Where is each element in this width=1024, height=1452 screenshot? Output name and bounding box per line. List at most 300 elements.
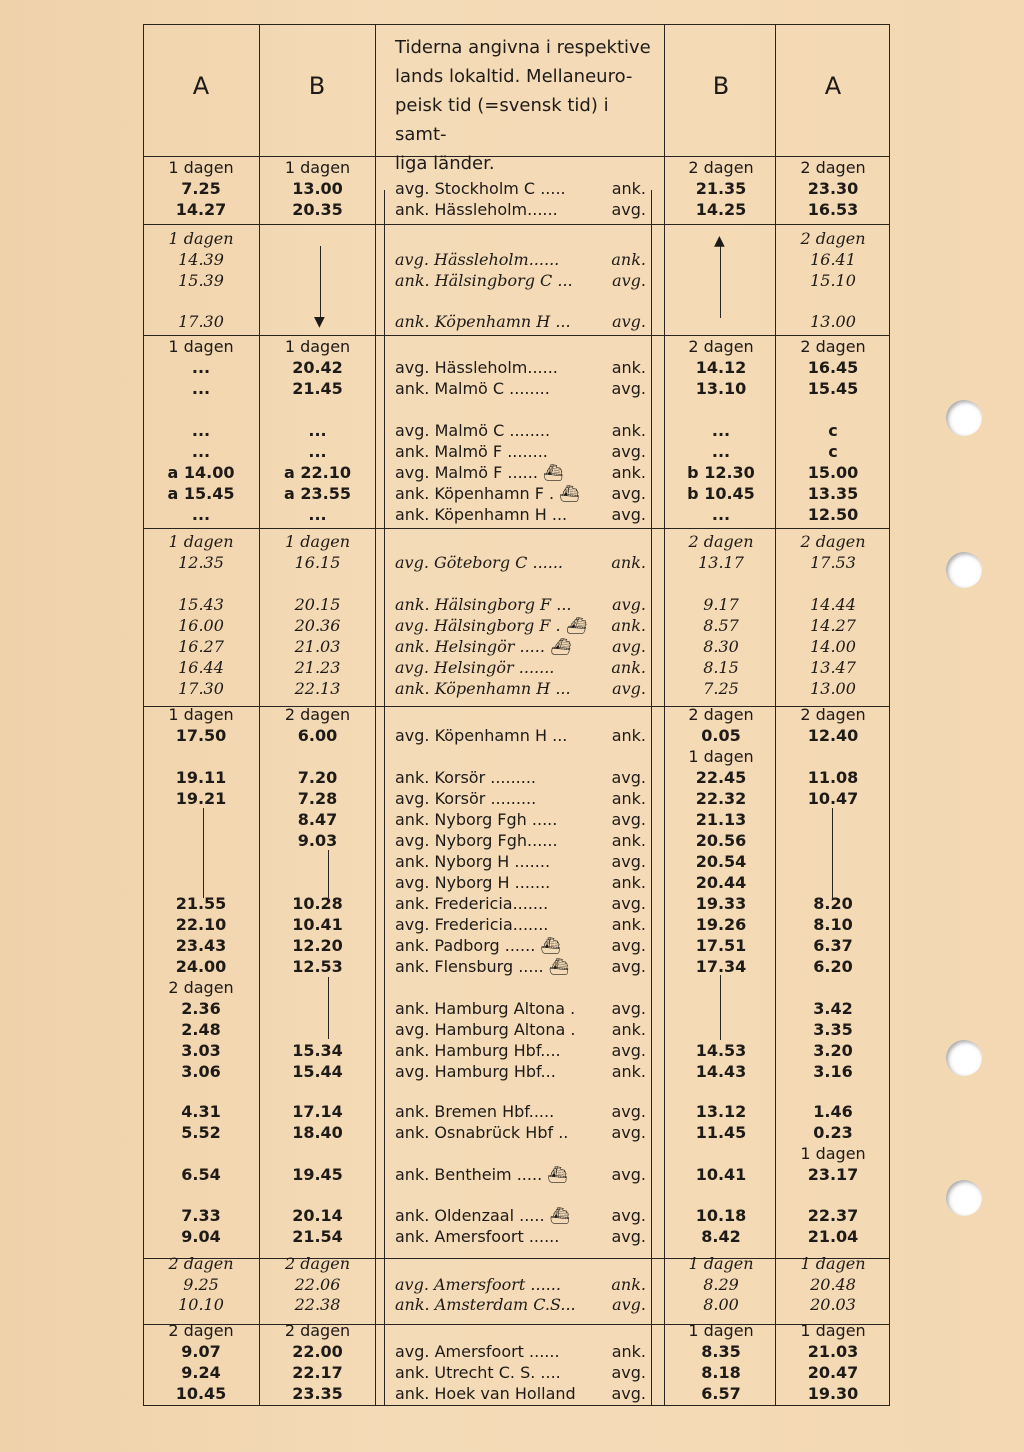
time-cell-a-return: 0.23 — [813, 1123, 853, 1142]
time-cell-a — [145, 830, 257, 851]
time-cell-a-return: 1 dagen — [800, 1321, 866, 1340]
time-cell-a-return: 1 dagen — [800, 1144, 866, 1163]
station-name: avg. Helsingör ....... — [395, 658, 555, 677]
station-cell — [395, 893, 650, 914]
time-cell-b-return: 13.12 — [695, 1102, 747, 1121]
station-name: avg. Malmö C ........ — [395, 421, 551, 440]
time-cell-b — [260, 249, 375, 270]
station-cell — [395, 746, 650, 767]
station-cell — [395, 998, 650, 1019]
time-cell-a: 9.25 — [183, 1275, 219, 1294]
station-direction: avg. — [611, 936, 646, 955]
time-cell-a: 17.30 — [178, 679, 224, 698]
time-cell-b: 15.34 — [292, 1041, 343, 1060]
time-cell-a: 17.50 — [175, 726, 227, 745]
time-cell-a: 4.31 — [181, 1102, 221, 1121]
station-direction: avg. — [611, 1384, 646, 1403]
time-cell-b: 9.03 — [297, 831, 338, 850]
station-direction: ank. — [611, 789, 646, 808]
time-cell-b: 15.44 — [292, 1062, 343, 1081]
time-cell-a-return: 8.20 — [813, 894, 853, 913]
time-cell-a — [145, 809, 257, 830]
time-cell-a-return: 11.08 — [807, 768, 859, 787]
time-cell-b: 17.14 — [292, 1102, 343, 1121]
station-name: avg. Korsör ......... — [395, 789, 537, 808]
time-cell-b-return: 19.33 — [695, 894, 747, 913]
time-cell-b: 21.45 — [292, 379, 343, 398]
time-cell-b-return — [667, 998, 775, 1019]
time-cell-b: 22.00 — [292, 1342, 343, 1361]
station-name: ank. Oldenzaal ..... ⛴ — [395, 1206, 570, 1225]
station-direction: avg. — [611, 1227, 646, 1246]
time-cell-b-return: 1 dagen — [688, 747, 754, 766]
station-direction: ank. — [611, 250, 646, 269]
time-cell-a-return — [777, 851, 889, 872]
station-name: avg. Hamburg Hbf... — [395, 1062, 556, 1081]
time-cell-b-return: 8.35 — [701, 1342, 741, 1361]
time-cell-b-return: 1 dagen — [688, 1321, 754, 1340]
station-direction: avg. — [611, 484, 646, 503]
station-name: ank. Hälsingborg C ... — [395, 271, 573, 290]
time-cell-a-return: 8.10 — [813, 915, 853, 934]
time-cell-b: a 23.55 — [284, 484, 351, 503]
time-cell-a: 6.54 — [181, 1165, 221, 1184]
station-cell — [395, 1101, 650, 1122]
time-cell-b: 1 dagen — [284, 337, 351, 356]
station-direction: avg. — [612, 271, 646, 290]
time-cell-b-return: 17.34 — [695, 957, 747, 976]
time-cell-b: 13.00 — [292, 179, 343, 198]
station-direction: avg. — [611, 379, 646, 398]
time-cell-b: 1 dagen — [284, 532, 351, 551]
station-name: ank. Fredericia....... — [395, 894, 549, 913]
time-cell-b: 20.15 — [294, 595, 341, 614]
time-cell-a-return: 21.04 — [807, 1227, 859, 1246]
station-name: ank. Bremen Hbf..... — [395, 1102, 555, 1121]
time-cell-b: 10.28 — [292, 894, 343, 913]
route-line — [328, 850, 329, 898]
time-cell-b: 21.23 — [294, 658, 341, 677]
station-direction: ank. — [611, 1342, 646, 1361]
time-cell-b — [260, 998, 375, 1019]
time-cell-a: ... — [191, 505, 211, 524]
station-direction: avg. — [612, 637, 646, 656]
time-cell-a: 19.21 — [175, 789, 227, 808]
time-cell-b — [260, 1019, 375, 1040]
time-cell-b — [260, 270, 375, 291]
time-cell-a-return: 3.42 — [813, 999, 853, 1018]
time-cell-a-return: 13.00 — [810, 312, 856, 331]
time-cell-a: 3.06 — [181, 1062, 221, 1081]
time-cell-a — [145, 872, 257, 893]
time-cell-b — [260, 851, 375, 872]
time-cell-b: ... — [308, 442, 327, 461]
station-cell — [395, 977, 650, 998]
station-cell — [395, 678, 650, 699]
time-cell-a-return: 14.44 — [810, 595, 856, 614]
station-cell — [395, 270, 650, 291]
time-cell-b-return — [667, 311, 775, 332]
station-direction: avg. — [611, 442, 646, 461]
time-cell-a-return: 22.37 — [807, 1206, 859, 1225]
time-cell-a-return: 23.17 — [807, 1165, 859, 1184]
down-arrow-icon — [320, 246, 321, 318]
time-cell-b-return: 10.41 — [695, 1165, 747, 1184]
station-name: avg. Hälsingborg F . ⛴ — [395, 616, 586, 635]
station-cell — [395, 249, 650, 270]
station-direction: avg. — [611, 1206, 646, 1225]
time-cell-b-return: ... — [711, 442, 731, 461]
station-direction: ank. — [611, 726, 646, 745]
station-direction: avg. — [611, 1102, 646, 1121]
time-cell-b-return: 20.54 — [695, 852, 747, 871]
time-cell-a: a 14.00 — [167, 463, 235, 482]
time-cell-a-return: 14.00 — [810, 637, 856, 656]
time-cell-b: 1 dagen — [284, 158, 351, 177]
time-cell-a-return: 2 dagen — [800, 229, 866, 248]
time-cell-b-return: 2 dagen — [688, 532, 754, 551]
route-line — [384, 190, 385, 1405]
time-cell-b: ... — [308, 421, 327, 440]
station-cell — [395, 462, 650, 483]
time-cell-b-return: 13.17 — [698, 553, 744, 572]
time-cell-a-return: 13.35 — [807, 484, 859, 503]
time-cell-b-return: b 10.45 — [687, 484, 755, 503]
time-cell-a-return: 14.27 — [810, 616, 856, 635]
station-direction: avg. — [611, 200, 646, 219]
time-cell-a-return: 20.48 — [810, 1275, 856, 1294]
time-cell-b-return: 8.30 — [703, 637, 739, 656]
time-cell-a-return: 23.30 — [807, 179, 859, 198]
station-direction: ank. — [611, 1062, 646, 1081]
station-direction: avg. — [612, 679, 646, 698]
station-name: ank. Köpenhamn F . ⛴ — [395, 484, 580, 503]
station-cell — [395, 228, 650, 249]
time-cell-a: 16.44 — [178, 658, 224, 677]
time-cell-a-return: 10.47 — [807, 789, 859, 808]
time-cell-a-return: 3.20 — [813, 1041, 853, 1060]
station-cell — [395, 1320, 650, 1341]
station-cell — [395, 1294, 650, 1315]
time-cell-b: 2 dagen — [284, 705, 351, 724]
time-cell-b-return: 7.25 — [703, 679, 739, 698]
time-cell-a: 2.48 — [181, 1020, 221, 1039]
station-name: avg. Hässleholm...... — [395, 358, 558, 377]
time-cell-b: 23.35 — [292, 1384, 343, 1403]
time-cell-a: 15.39 — [178, 271, 224, 290]
station-direction: avg. — [612, 595, 646, 614]
route-line — [328, 977, 329, 1039]
station-cell — [395, 357, 650, 378]
station-cell — [395, 178, 650, 199]
time-cell-b — [260, 977, 375, 998]
station-direction: avg. — [611, 957, 646, 976]
time-cell-a-return: 21.03 — [807, 1342, 859, 1361]
station-cell — [395, 1341, 650, 1362]
time-cell-a-return: 12.50 — [807, 505, 859, 524]
station-direction: avg. — [611, 1165, 646, 1184]
time-cell-b-return: 2 dagen — [688, 337, 754, 356]
time-cell-b-return — [667, 1019, 775, 1040]
station-cell — [395, 1274, 650, 1295]
time-cell-a-return: 13.00 — [810, 679, 856, 698]
station-direction: ank. — [611, 873, 646, 892]
station-direction: ank. — [611, 1020, 646, 1039]
time-cell-a: 17.30 — [178, 312, 224, 331]
station-name: ank. Hamburg Hbf.... — [395, 1041, 561, 1060]
station-direction: avg. — [611, 810, 646, 829]
time-cell-a-return: 6.37 — [813, 936, 853, 955]
time-cell-a: 16.27 — [178, 637, 224, 656]
time-cell-a — [145, 746, 257, 767]
time-cell-a: 7.25 — [181, 179, 221, 198]
time-cell-b-return: 10.18 — [695, 1206, 747, 1225]
time-cell-b-return: 14.43 — [695, 1062, 747, 1081]
time-cell-b: 7.28 — [297, 789, 338, 808]
time-cell-a: 1 dagen — [168, 705, 234, 724]
time-cell-b-return — [667, 270, 775, 291]
header-col-a-return: A — [824, 72, 842, 100]
time-cell-a: 2 dagen — [168, 1321, 234, 1340]
time-cell-a-return: 1.46 — [813, 1102, 853, 1121]
station-cell — [395, 788, 650, 809]
station-direction: ank. — [611, 421, 646, 440]
time-cell-a: 22.10 — [175, 915, 227, 934]
time-cell-a-return: 19.30 — [807, 1384, 859, 1403]
time-cell-b — [260, 1143, 375, 1164]
time-cell-a: 3.03 — [181, 1041, 221, 1060]
time-cell-a: ... — [191, 421, 211, 440]
time-cell-a: 14.39 — [178, 250, 224, 269]
time-cell-b-return: 17.51 — [695, 936, 747, 955]
time-cell-b-return: 9.17 — [703, 595, 739, 614]
time-cell-b: 12.53 — [292, 957, 343, 976]
station-name: ank. Helsingör ..... ⛴ — [395, 637, 571, 656]
station-cell — [395, 872, 650, 893]
time-cell-b-return: 0.05 — [701, 726, 741, 745]
station-cell — [395, 725, 650, 746]
header-note-line: Tiderna angivna i respektive — [395, 37, 651, 58]
station-cell — [395, 552, 650, 573]
station-direction: avg. — [611, 852, 646, 871]
header-col-b: B — [308, 72, 326, 100]
time-cell-a-return: 12.40 — [807, 726, 859, 745]
time-cell-b-return: 20.44 — [695, 873, 747, 892]
time-cell-a-return: 15.00 — [807, 463, 859, 482]
time-cell-b: 8.47 — [297, 810, 338, 829]
time-cell-b: 2 dagen — [284, 1254, 351, 1273]
time-cell-b-return: 20.56 — [695, 831, 747, 850]
station-name: ank. Nyborg Fgh ..... — [395, 810, 558, 829]
station-name: ank. Padborg ...... ⛴ — [395, 936, 561, 955]
time-cell-b: 2 dagen — [284, 1321, 351, 1340]
time-cell-a: 5.52 — [181, 1123, 221, 1142]
time-cell-a-return — [777, 977, 889, 998]
up-arrow-icon — [720, 246, 721, 318]
station-name: avg. Köpenhamn H ... — [395, 726, 568, 745]
binder-hole — [946, 1040, 982, 1076]
time-cell-a-return: c — [828, 442, 838, 461]
time-cell-a: 15.43 — [178, 595, 224, 614]
binder-hole — [946, 552, 982, 588]
time-cell-a-return: 2 dagen — [800, 532, 866, 551]
route-line — [832, 808, 833, 898]
time-cell-b — [260, 228, 375, 249]
time-cell-b-return: 14.53 — [695, 1041, 747, 1060]
route-line — [720, 975, 721, 1040]
station-name: ank. Nyborg H ....... — [395, 852, 551, 871]
station-direction: avg. — [612, 1295, 646, 1314]
time-cell-b-return: 22.32 — [695, 789, 747, 808]
station-name: ank. Hamburg Altona . — [395, 999, 576, 1018]
station-direction: ank. — [611, 463, 646, 482]
time-cell-a-return: 20.03 — [810, 1295, 856, 1314]
time-cell-b: a 22.10 — [284, 463, 351, 482]
time-cell-b-return: 14.12 — [695, 358, 747, 377]
time-cell-a-return: 16.45 — [807, 358, 859, 377]
time-cell-b-return: 8.15 — [703, 658, 739, 677]
time-cell-a-return — [777, 830, 889, 851]
time-cell-a-return — [777, 809, 889, 830]
station-name: avg. Nyborg H ....... — [395, 873, 551, 892]
time-cell-b-return: 11.45 — [695, 1123, 747, 1142]
time-cell-a: 1 dagen — [168, 337, 234, 356]
time-cell-a: 1 dagen — [168, 158, 234, 177]
time-cell-a: 23.43 — [175, 936, 227, 955]
station-cell — [395, 1226, 650, 1247]
time-cell-a-return: 3.35 — [813, 1020, 853, 1039]
station-direction: ank. — [611, 915, 646, 934]
time-cell-a-return: 16.41 — [810, 250, 856, 269]
station-cell — [395, 157, 650, 178]
station-cell — [395, 636, 650, 657]
station-cell — [395, 935, 650, 956]
time-cell-b-return: 1 dagen — [688, 1254, 754, 1273]
time-cell-a: 10.10 — [178, 1295, 224, 1314]
time-cell-b-return: ... — [711, 505, 731, 524]
station-name: ank. Utrecht C. S. .... — [395, 1363, 561, 1382]
station-cell — [395, 531, 650, 552]
station-cell — [395, 1019, 650, 1040]
station-name: ank. Köpenhamn H ... — [395, 505, 568, 524]
station-cell — [395, 615, 650, 636]
header-note-line: peisk tid (=svensk tid) i samt- — [395, 95, 609, 145]
station-cell — [395, 851, 650, 872]
station-name: avg. Amersfoort ...... — [395, 1342, 560, 1361]
time-cell-a: 19.11 — [175, 768, 227, 787]
time-cell-a: ... — [191, 379, 211, 398]
time-cell-b: 10.41 — [292, 915, 343, 934]
station-direction: ank. — [611, 1275, 646, 1294]
time-cell-a: 14.27 — [175, 200, 227, 219]
time-cell-a-return: 2 dagen — [800, 158, 866, 177]
time-cell-b-return — [667, 1143, 775, 1164]
time-cell-b-return: 8.00 — [703, 1295, 739, 1314]
time-cell-a-return: 17.53 — [810, 553, 856, 572]
time-cell-b: 20.14 — [292, 1206, 343, 1225]
time-cell-b: ... — [308, 505, 327, 524]
time-cell-b-return: 13.10 — [695, 379, 747, 398]
time-cell-b: 20.35 — [292, 200, 343, 219]
header-note-line: lands lokaltid. Mellaneuro- — [395, 66, 633, 87]
time-cell-a-return: 15.10 — [810, 271, 856, 290]
station-direction: avg. — [611, 1123, 646, 1142]
station-cell — [395, 311, 650, 332]
station-name: ank. Bentheim ..... ⛴ — [395, 1165, 568, 1184]
time-cell-b: 6.00 — [297, 726, 338, 745]
time-cell-b-return: 21.13 — [695, 810, 747, 829]
time-cell-a: 9.07 — [181, 1342, 221, 1361]
time-cell-a — [145, 1143, 257, 1164]
station-direction: ank. — [611, 658, 646, 677]
time-cell-b-return: ... — [711, 421, 731, 440]
station-cell — [395, 1040, 650, 1061]
time-cell-a: 2 dagen — [168, 1254, 234, 1273]
station-direction: avg. — [611, 999, 646, 1018]
station-cell — [395, 956, 650, 977]
station-cell — [395, 483, 650, 504]
time-cell-b-return: 14.25 — [695, 200, 747, 219]
station-name: avg. Stockholm C ..... — [395, 179, 566, 198]
station-name: avg. Hamburg Altona . — [395, 1020, 576, 1039]
down-arrow-icon: ▼ — [314, 314, 325, 330]
station-cell — [395, 1164, 650, 1185]
time-cell-a: 9.24 — [181, 1363, 221, 1382]
station-cell — [395, 336, 650, 357]
up-arrow-icon: ▲ — [714, 233, 725, 249]
time-cell-b: 19.45 — [292, 1165, 343, 1184]
station-cell — [395, 1362, 650, 1383]
station-cell — [395, 657, 650, 678]
station-name: ank. Amsterdam C.S... — [395, 1295, 576, 1314]
time-cell-b-return: 8.18 — [701, 1363, 741, 1382]
station-cell — [395, 594, 650, 615]
time-cell-a-return: 16.53 — [807, 200, 859, 219]
station-name: ank. Hoek van Holland — [395, 1384, 576, 1403]
station-direction: ank. — [611, 616, 646, 635]
station-cell — [395, 420, 650, 441]
time-cell-b-return: 6.57 — [701, 1384, 741, 1403]
station-name: ank. Amersfoort ...... — [395, 1227, 560, 1246]
time-cell-a: ... — [191, 442, 211, 461]
time-cell-b: 7.20 — [297, 768, 338, 787]
station-direction: ank. — [611, 358, 646, 377]
time-cell-b: 22.38 — [294, 1295, 341, 1314]
station-name: ank. Malmö F ........ — [395, 442, 548, 461]
station-direction: avg. — [612, 312, 646, 331]
binder-hole — [946, 1180, 982, 1216]
time-cell-b: 21.03 — [294, 637, 341, 656]
time-cell-b: 22.17 — [292, 1363, 343, 1382]
time-cell-a — [145, 851, 257, 872]
station-name: ank. Flensburg ..... ⛴ — [395, 957, 570, 976]
station-name: avg. Göteborg C ...... — [395, 553, 563, 572]
station-name: ank. Hälsingborg F ... — [395, 595, 572, 614]
time-cell-a: 21.55 — [175, 894, 227, 913]
time-cell-a: 2 dagen — [168, 978, 234, 997]
station-direction: avg. — [611, 894, 646, 913]
time-cell-a: ... — [191, 358, 211, 377]
time-cell-b-return: 8.29 — [703, 1275, 739, 1294]
station-name: ank. Köpenhamn H ... — [395, 312, 571, 331]
time-cell-b — [260, 872, 375, 893]
time-cell-a-return: 3.16 — [813, 1062, 853, 1081]
time-cell-b-return: 8.42 — [701, 1227, 741, 1246]
time-cell-b-return — [667, 249, 775, 270]
station-name: avg. Hässleholm...... — [395, 250, 560, 269]
time-cell-a-return: 6.20 — [813, 957, 853, 976]
route-line — [651, 190, 652, 1405]
